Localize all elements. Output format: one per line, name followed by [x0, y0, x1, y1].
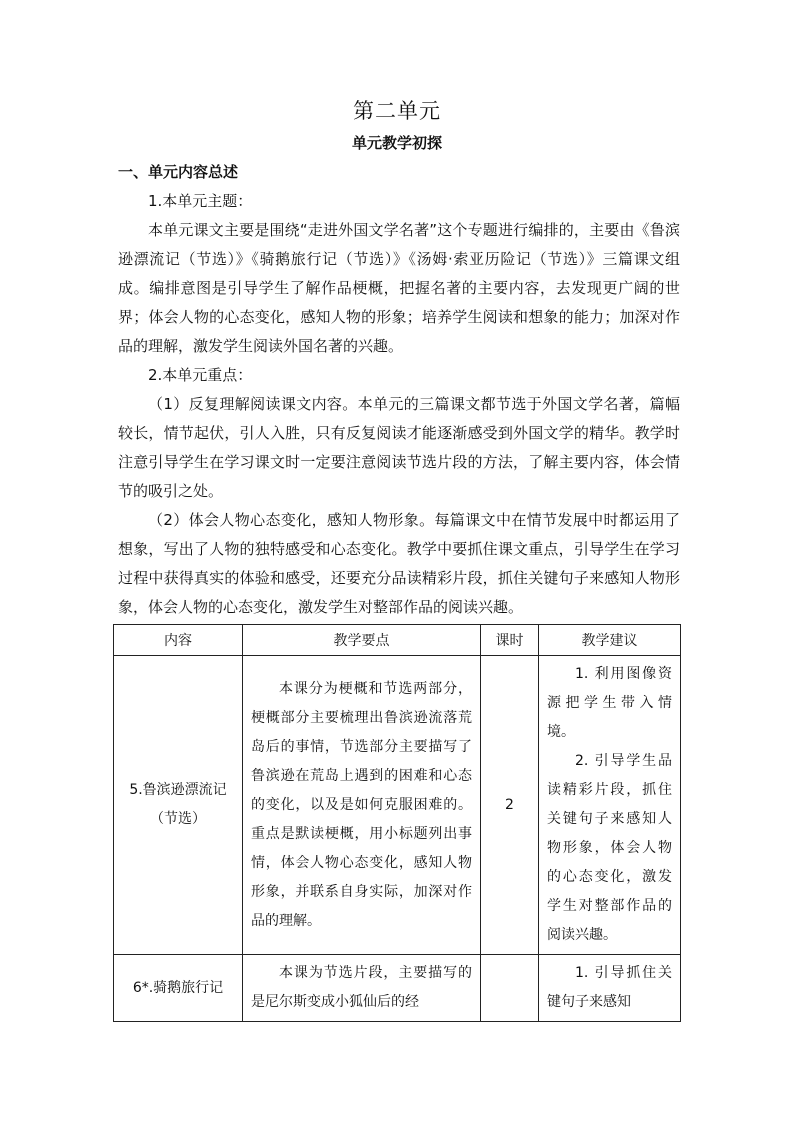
advice-item-1: 1. 利用图像资源把学生带入情境。 — [547, 666, 672, 740]
row-content-cell — [114, 955, 243, 1022]
lesson-title: 6*.骑鹅旅行记 — [132, 979, 224, 996]
section-heading: 一、单元内容总述 — [118, 163, 239, 181]
lesson-advice — [539, 656, 680, 954]
lesson-points: 本课分为梗概和节选两部分，梗概部分主要梳理出鲁滨逊流落荒岛后的事情，节选部分主要描写了鲁滨逊在荒岛上遇到的困难和心态的变化，以及是如何克服困难的。重点是默读梗概，用小标题列出事情，体会人物心态变化，感知人物形象，并联系自身实际，加深对作品的理解。 — [251, 680, 472, 929]
advice-item-1: 1. 引导抓住关键句子来感知 — [547, 965, 672, 1010]
item1-label: 1.本单元主题： — [148, 192, 253, 210]
row-hours-cell — [481, 656, 539, 955]
lesson-points: 本课为节选片段，主要描写的是尼尔斯变成小狐仙后的经 — [251, 965, 472, 1010]
header-advice: 教学建议 — [539, 625, 681, 656]
page-title: 第二单元 — [353, 99, 441, 123]
document-body — [118, 158, 680, 622]
header-content: 内容 — [114, 625, 243, 656]
advice-item-2: 2. 引导学生品读精彩片段，抓住关键句子来感知人物形象，体会人物的心态变化，激发学生对整部作品的阅读兴趣。 — [547, 753, 672, 943]
row-advice-cell — [539, 955, 681, 1022]
theme-paragraph: 本单元课文主要是围绕“走进外国文学名著”这个专题进行编排的，主要由《鲁滨逊漂流记（节选）》《骑鹅旅行记（节选）》《汤姆·索亚历险记（节选）》三篇课文组成。编排意图是引导学生了解作品梗概，把握名著的主要内容，去发现更广阔的世界；体会人物的心态变化，感知人物的形象；培养学生阅读和想象的能力；加深对作品的理解，激发学生阅读外国名著的兴趣。 — [118, 221, 680, 355]
table-header-row — [114, 625, 681, 656]
lesson-table — [113, 624, 681, 1022]
header-hours: 课时 — [481, 625, 539, 656]
row-hours-cell — [481, 955, 539, 1022]
row-points-cell — [243, 955, 481, 1022]
row-points-cell — [243, 656, 481, 955]
item2-label: 2.本单元重点： — [148, 366, 253, 384]
row-content-cell — [114, 656, 243, 955]
table-row — [114, 955, 681, 1022]
header-points: 教学要点 — [243, 625, 481, 656]
page-subtitle: 单元教学初探 — [351, 134, 442, 152]
table-row — [114, 656, 681, 955]
key-point-2: （2）体会人物心态变化，感知人物形象。每篇课文中在情节发展中时都运用了想象，写出了人物的独特感受和心态变化。教学中要抓住课文重点，引导学生在学习过程中获得真实的体验和感受，还要充分品读精彩片段，抓住关键句子来感知人物形象，体会人物的心态变化，激发学生对整部作品的阅读兴趣。 — [118, 511, 680, 616]
row-advice-cell — [539, 656, 681, 955]
key-point-1: （1）反复理解阅读课文内容。本单元的三篇课文都节选于外国文学名著，篇幅较长，情节起伏，引人入胜，只有反复阅读才能逐渐感受到外国文学的精华。教学时注意引导学生在学习课文时一定要注意阅读节选片段的方法，了解主要内容，体会情节的吸引之处。 — [118, 395, 680, 500]
lesson-hours: 2 — [505, 797, 514, 813]
lesson-title: 5.鲁滨逊漂流记（节选） — [129, 782, 227, 827]
